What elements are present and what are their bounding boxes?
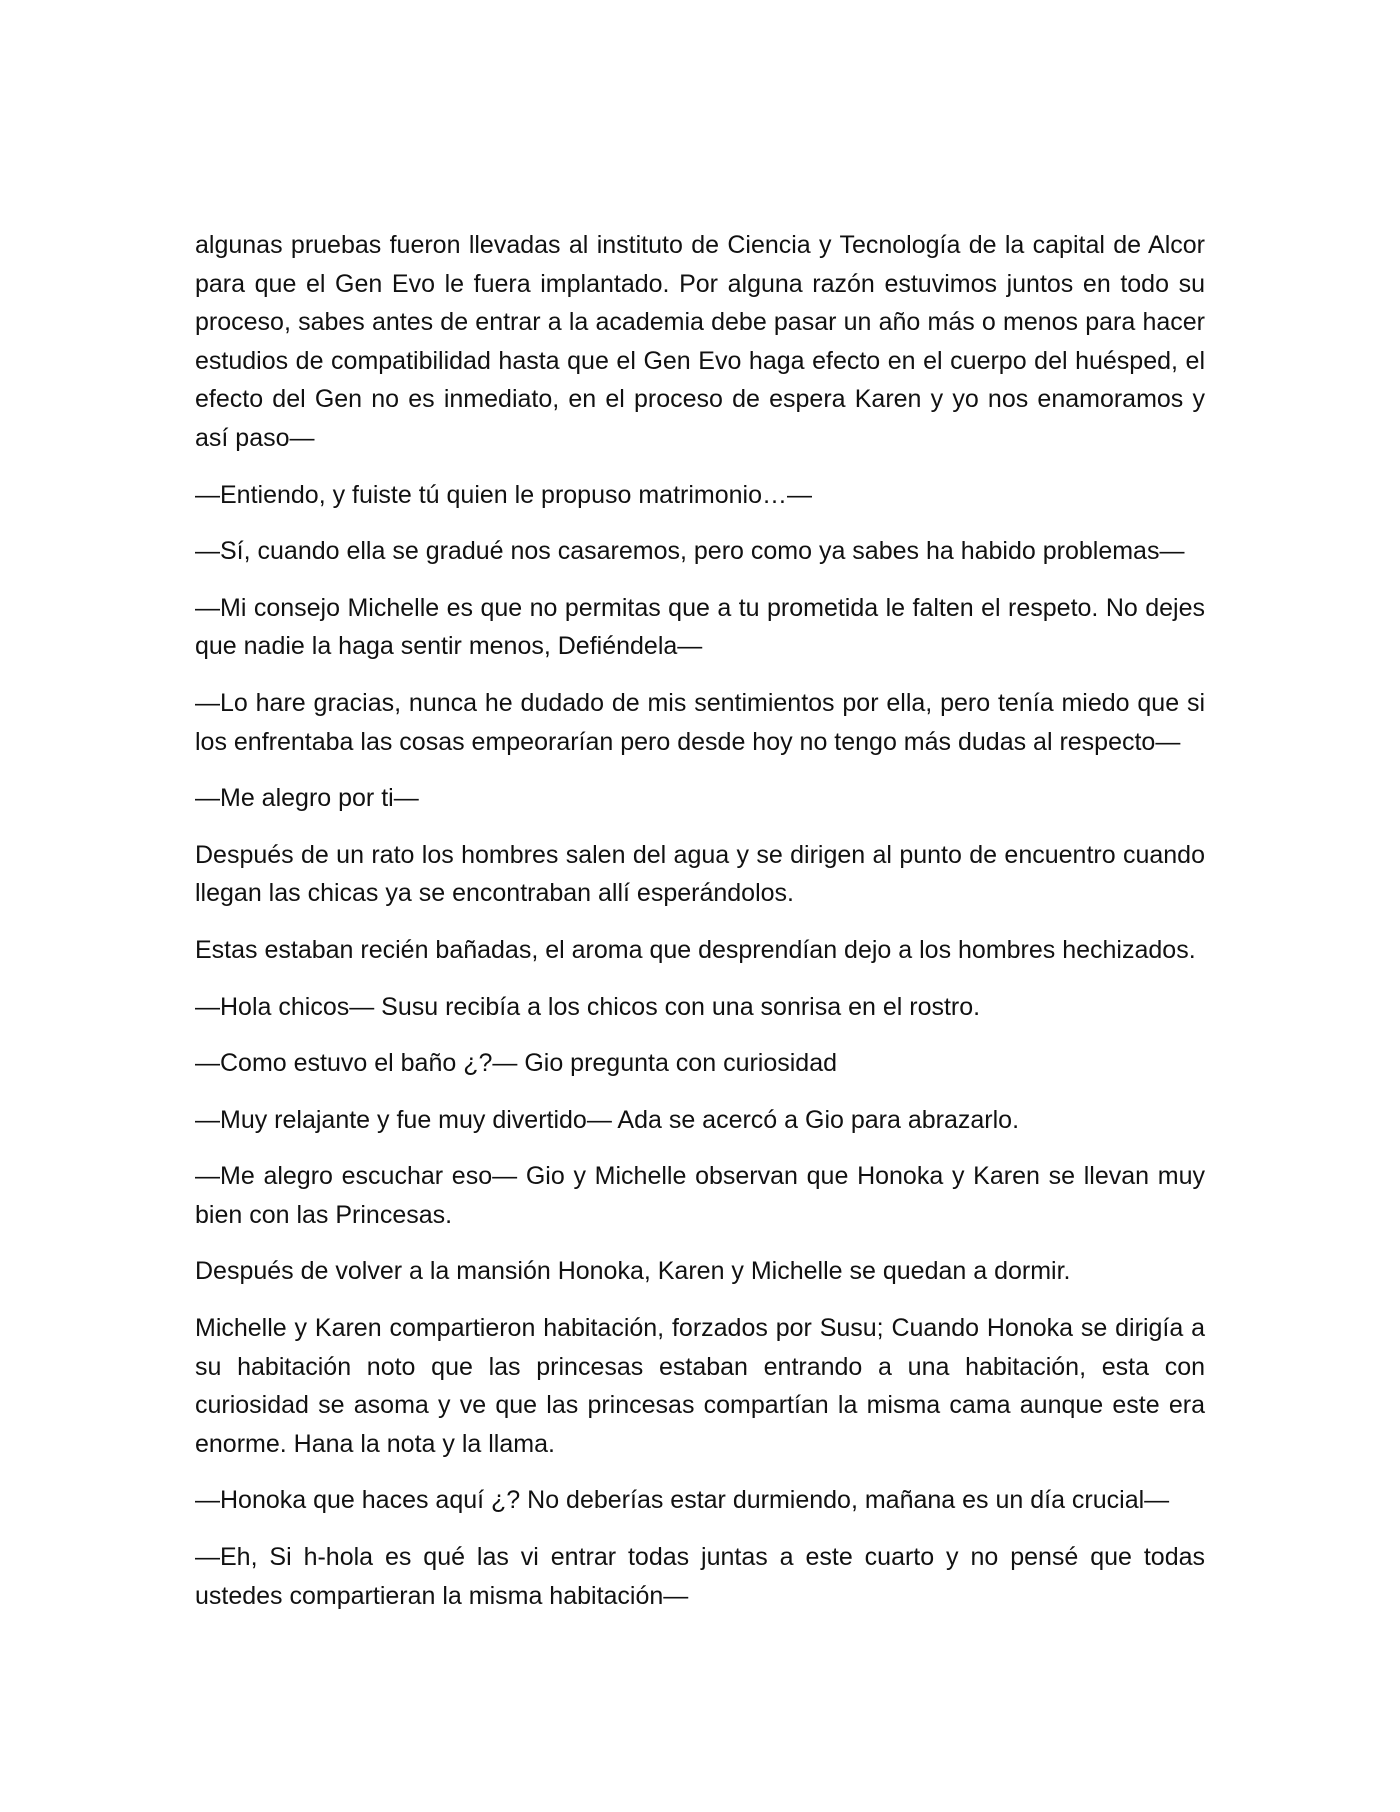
paragraph: algunas pruebas fueron llevadas al instituto de Ciencia y Tecnología de la capital de Alcor para que el Gen Evo le fuera implantado. Por alguna razón estuvimos juntos en todo su proceso, sabes antes de entrar a la academia debe pasar un año más o menos para hacer estudios de compatibilidad hasta que el Gen Evo haga efecto en el cuerpo del huésped, el efecto del Gen no es inmediato, en el proceso de espera Karen y yo nos enamoramos y así paso— xyxy=(195,231,1205,452)
paragraph: Estas estaban recién bañadas, el aroma que desprendían dejo a los hombres hechizados. xyxy=(195,935,1196,964)
paragraph: Después de volver a la mansión Honoka, Karen y Michelle se quedan a dormir. xyxy=(195,1257,1071,1286)
paragraph: —Sí, cuando ella se gradué nos casaremos, pero como ya sabes ha habido problemas— xyxy=(195,537,1185,566)
paragraph: —Muy relajante y fue muy divertido— Ada se acercó a Gio para abrazarlo. xyxy=(195,1105,1020,1134)
paragraph: —Lo hare gracias, nunca he dudado de mis sentimientos por ella, pero tenía miedo que si los enfrentaba las cosas empeorarían pero desde hoy no tengo más dudas al respecto— xyxy=(195,688,1205,756)
paragraph: —Mi consejo Michelle es que no permitas que a tu prometida le falten el respeto. No dejes que nadie la haga sentir menos, Defiéndela— xyxy=(195,593,1205,661)
paragraph: —Me alegro por ti— xyxy=(195,784,419,813)
paragraph: Michelle y Karen compartieron habitación, forzados por Susu; Cuando Honoka se dirigía a su habitación noto que las princesas estaban entrando a una habitación, esta con curiosidad se asoma y ve que las princesas compartían la misma cama aunque este era enorme. Hana la nota y la llama. xyxy=(195,1314,1205,1458)
paragraph: —Me alegro escuchar eso— Gio y Michelle observan que Honoka y Karen se llevan muy bien con las Princesas. xyxy=(195,1162,1205,1229)
paragraph: —Entiendo, y fuiste tú quien le propuso matrimonio…— xyxy=(195,480,812,509)
paragraph: Después de un rato los hombres salen del agua y se dirigen al punto de encuentro cuando llegan las chicas ya se encontraban allí esperándolos. xyxy=(195,840,1205,908)
paragraph: —Eh, Si h-hola es qué las vi entrar todas juntas a este cuarto y no pensé que todas ustedes compartieran la misma habitación— xyxy=(195,1543,1205,1610)
document-page xyxy=(195,226,1205,1633)
paragraph: —Hola chicos— Susu recibía a los chicos con una sonrisa en el rostro. xyxy=(195,992,981,1021)
paragraph: —Como estuvo el baño ¿?— Gio pregunta con curiosidad xyxy=(195,1049,838,1078)
paragraph: —Honoka que haces aquí ¿? No deberías estar durmiendo, mañana es un día crucial— xyxy=(195,1486,1170,1515)
